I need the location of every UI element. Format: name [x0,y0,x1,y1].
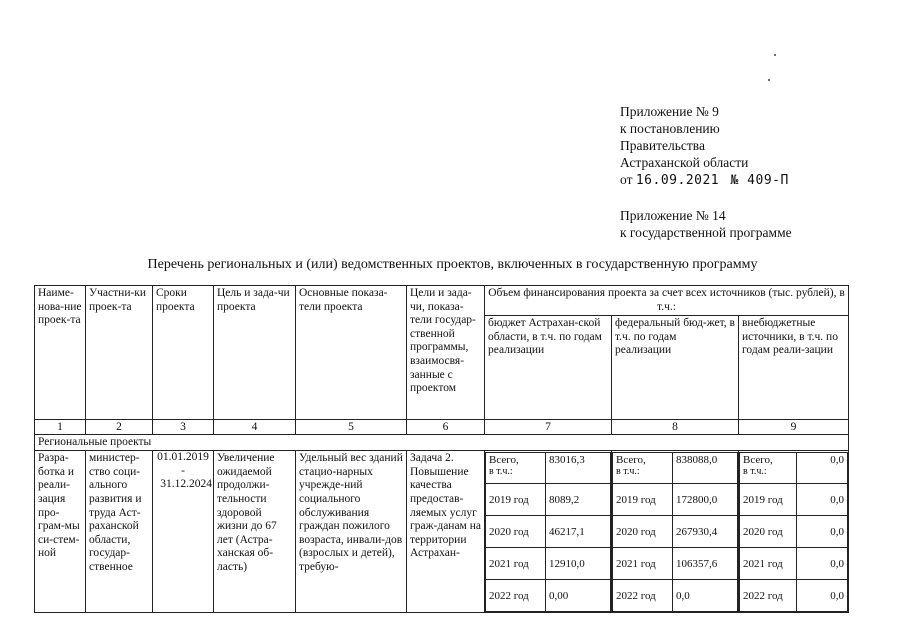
extra-value: 0,0 [797,548,848,580]
total-row [486,453,611,484]
year-row [740,548,848,580]
federal-total: 838088,0 [673,453,738,484]
column-number: 7 [485,420,612,435]
section-row [35,435,849,451]
year-row [613,548,738,580]
year-label: 2022 год [486,580,546,612]
indicators-cell: Удельный вес зданий стацио-нарных учрежде-ний социального обслуживания граждан пожилого возраста, инвали-дов (взрослых и детей), требую- [296,451,407,613]
federal-value: 106357,6 [673,548,738,580]
header-regional-budget: бюджет Астрахан-ской области, в т.ч. по годам реализации [485,316,612,420]
header-indicators: Основные показа-тели проекта [296,286,407,420]
regional-total: 83016,3 [546,453,611,484]
header-goal: Цель и зада-чи проекта [214,286,296,420]
column-number: 8 [612,420,739,435]
federal-value: 172800,0 [673,484,738,516]
extrabudgetary-cell [739,451,849,613]
regional-value: 46217,1 [546,516,611,548]
federal-value: 0,0 [673,580,738,612]
program-goals-cell: Задача 2. Повышение качества предостав-ляемых услуг граж-данам на территории Астрахан- [407,451,485,613]
column-number: 6 [407,420,485,435]
header-project-name: Наиме-нова-ние проек-та [35,286,86,420]
project-row [35,451,849,613]
year-row [486,484,611,516]
incl-label: в т.ч.: [489,466,513,478]
column-number: 4 [214,420,296,435]
header-federal-budget: федеральный бюд-жет, в т.ч. по годам реализации [612,316,739,420]
year-label: 2020 год [486,516,546,548]
appendix-9-line: Астраханской области [620,155,749,170]
appendix-9-line: к постановлению [620,121,720,136]
header-row-top [35,286,849,316]
total-label-cell [486,453,546,484]
appendix-9-line: Приложение № 9 [620,104,719,119]
year-row [486,548,611,580]
column-number: 9 [739,420,849,435]
header-participants: Участни-ки проек-та [86,286,153,420]
year-label: 2021 год [613,548,673,580]
regional-budget-breakdown [485,452,611,612]
year-label: 2020 год [740,516,797,548]
total-label-cell [613,453,673,484]
extra-value: 0,0 [797,484,848,516]
resolution-number: № 409-П [730,173,789,188]
column-number: 1 [35,420,86,435]
term-start: 01.01.2019 [157,451,209,464]
scan-speck [774,54,776,56]
header-extrabudgetary: внебюджетные источники, в т.ч. по годам реали-зации [739,316,849,420]
year-label: 2019 год [613,484,673,516]
year-label: 2022 год [613,580,673,612]
federal-budget-cell [612,451,739,613]
year-label: 2022 год [740,580,797,612]
header-terms: Сроки проекта [153,286,214,420]
regional-value: 0,00 [546,580,611,612]
total-label: Всего, [489,454,519,467]
extra-total: 0,0 [797,453,848,484]
participants-cell: министер-ство соци-ального развития и труда Аст-раханской области, государ-ственное [86,451,153,613]
year-row [613,484,738,516]
federal-budget-breakdown [612,452,738,612]
total-label: Всего, [743,454,773,467]
header-financing: Объем финансирования проекта за счет всех источников (тыс. рублей), в т.ч.: [485,286,849,316]
appendix-14-line: Приложение № 14 [620,208,726,223]
term-dash: - [181,464,185,477]
year-label: 2020 год [613,516,673,548]
regional-value: 8089,2 [546,484,611,516]
resolution-date: 16.09.2021 [635,173,720,188]
year-row [613,516,738,548]
column-number: 5 [296,420,407,435]
total-row [740,453,848,484]
scan-speck [768,79,770,81]
term-end: 31.12.2024 [160,478,212,491]
year-row [740,484,848,516]
terms-cell [153,451,214,613]
extra-value: 0,0 [797,516,848,548]
incl-label: в т.ч.: [616,466,640,478]
extrabudgetary-breakdown [739,452,848,612]
federal-value: 267930,4 [673,516,738,548]
regional-value: 12910,0 [546,548,611,580]
column-number: 3 [153,420,214,435]
document-title: Перечень региональных и (или) ведомственных проектов, включенных в государственную программу [147,257,758,272]
projects-table [34,285,849,613]
year-row [740,516,848,548]
year-row [740,580,848,612]
total-row [613,453,738,484]
year-row [613,580,738,612]
goal-cell: Увеличение ожидаемой продолжи-тельности здоровой жизни до 67 лет (Астра-ханская об-ласть) [214,451,296,613]
appendix-9-date-line [620,171,789,189]
project-name-cell: Разра-ботка и реали-зация про-грам-мы си-стем-ной [35,451,86,613]
total-label-cell [740,453,797,484]
appendix-9-line: Правительства [620,138,705,153]
year-label: 2021 год [740,548,797,580]
appendix-9-block [620,103,789,189]
column-number-row [35,420,849,435]
year-row [486,516,611,548]
total-label: Всего, [616,454,646,467]
header-program-goals: Цели и зада-чи, показа-тели государ-ственной программы, взаимосвя-занные с проектом [407,286,485,420]
regional-budget-cell [485,451,612,613]
incl-label: в т.ч.: [743,466,767,478]
appendix-14-line: к государственной программе [620,225,792,240]
year-row [486,580,611,612]
extra-value: 0,0 [797,580,848,612]
year-label: 2021 год [486,548,546,580]
appendix-14-block [620,207,792,241]
year-label: 2019 год [740,484,797,516]
year-label: 2019 год [486,484,546,516]
section-regional-projects: Региональные проекты [35,435,849,451]
date-prefix: от [620,172,633,187]
column-number: 2 [86,420,153,435]
